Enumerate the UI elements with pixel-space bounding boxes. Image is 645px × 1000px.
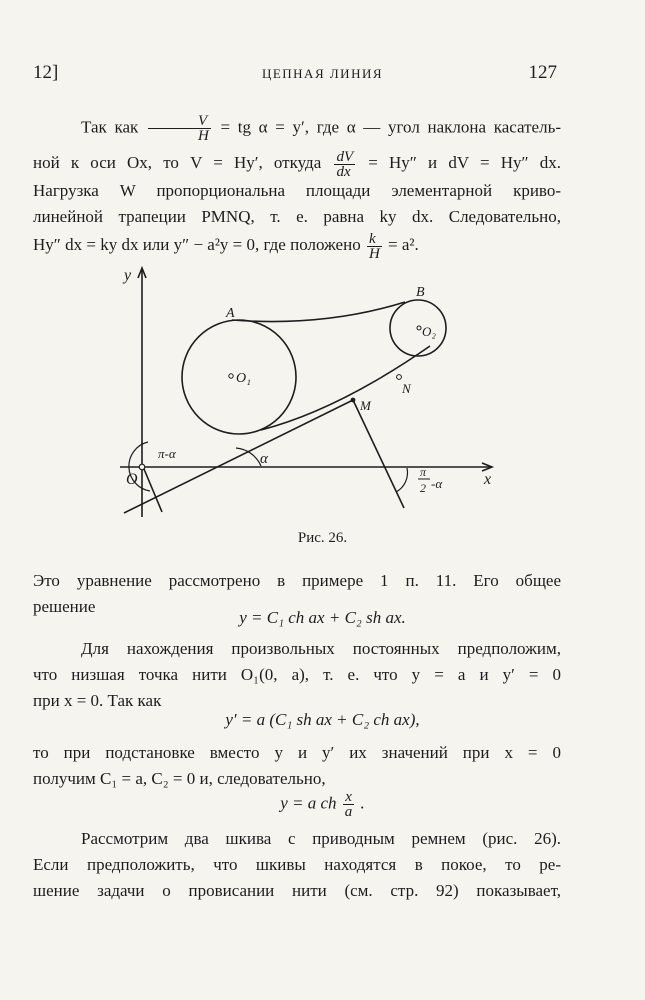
center-o2-label: O₂ [422,324,436,339]
half-pi-num: π [420,465,427,479]
text-line: получим C₁ = a, C₂ = 0 и, следовательно, [33,769,326,788]
text-line: Нагрузка W пропорциональна площади элементарной криво- [33,181,561,200]
point-n-dot [397,375,402,380]
text-line: ной к оси Ox, то V = Hy′, откуда $\frac{dV}{dx}$ = Hy″ и dV = Hy″ dx. [33,148,561,180]
x-axis-label: x [484,471,492,488]
alpha-label: α [260,451,268,467]
text-line: Если предположить, что шкивы находятся в покое, то ре- [33,855,561,874]
figure-26 [110,262,510,522]
equation-derivative: y′ = a (C₁ sh ax + C₂ ch ax), [225,710,420,729]
text-line: при x = 0. Так как [33,691,162,710]
equation-general-solution: y = C₁ ch ax + C₂ sh ax. [239,608,406,627]
text-line: шение задачи о провисании нити (см. стр. 92) показывает, [33,881,561,900]
center-o1-point [229,374,233,378]
fraction-v-over-h: $\frac{V}{H}$ [148,114,211,143]
running-title: ЦЕПНАЯ ЛИНИЯ [261,66,384,81]
center-o1-label: O₁ [236,371,251,386]
half-pi-den: 2 [420,481,426,495]
point-b-label: B [416,285,425,300]
text-line: Это уравнение рассмотрено в примере 1 п. 11. Его общее [33,571,561,590]
fraction-dv-over-dx: $\frac{dV}{dx}$ [336,148,354,180]
text-line: то при подстановке вместо y и y′ их значений при x = 0 [33,743,561,762]
section-number: 12] [33,62,59,83]
pulley-2 [390,300,446,356]
running-head [0,62,645,88]
paragraph-4 [33,826,561,904]
intro-paragraph [33,114,561,260]
text-line: линейной трапеции PMNQ, т. е. равна ky dx. Следовательно, [33,207,561,226]
belt-upper [232,302,405,322]
paragraph-3 [33,740,561,792]
text-line: Рассмотрим два шкива с приводным ремнем (рис. 26). [81,829,561,848]
half-pi-rest: -α [431,476,443,491]
point-m-dot [351,398,356,403]
text-line: решение [33,597,96,616]
figure-caption: Рис. 26. [297,530,348,546]
text-line: что низшая точка нити O₁(0, a), т. е. что y = a и y′ = 0 [33,665,561,684]
y-axis-label: y [124,267,132,284]
text-line: Так как $\frac{V}{H}$ = tg α = y′, где α — угол наклона касатель- [81,113,561,144]
center-o2-point [417,326,421,330]
page-number: 127 [528,62,557,83]
origin-label: O [126,471,138,488]
paragraph-2 [33,636,561,714]
pi-minus-alpha-label: π-α [158,446,176,461]
fraction-k-over-h: $\frac{k}{H}$ [368,230,380,262]
origin-point [139,464,145,470]
fraction-x-over-a: $\frac{x}{a}$ [344,789,353,820]
equation-catenary: y = a ch $\frac{x}{a}$ . [280,789,365,820]
point-a-label: A [226,306,235,321]
text-line: Для нахождения произвольных постоянных предположим, [81,639,561,658]
pulley-diagram [110,262,510,522]
point-m-label: M [360,398,371,413]
angle-half-pi-arc [396,468,408,492]
point-n-label: N [402,381,411,396]
text-line: Hy″ dx = ky dx или y″ − a²y = 0, где положено $\frac{k}{H}$ = a². [33,230,419,262]
